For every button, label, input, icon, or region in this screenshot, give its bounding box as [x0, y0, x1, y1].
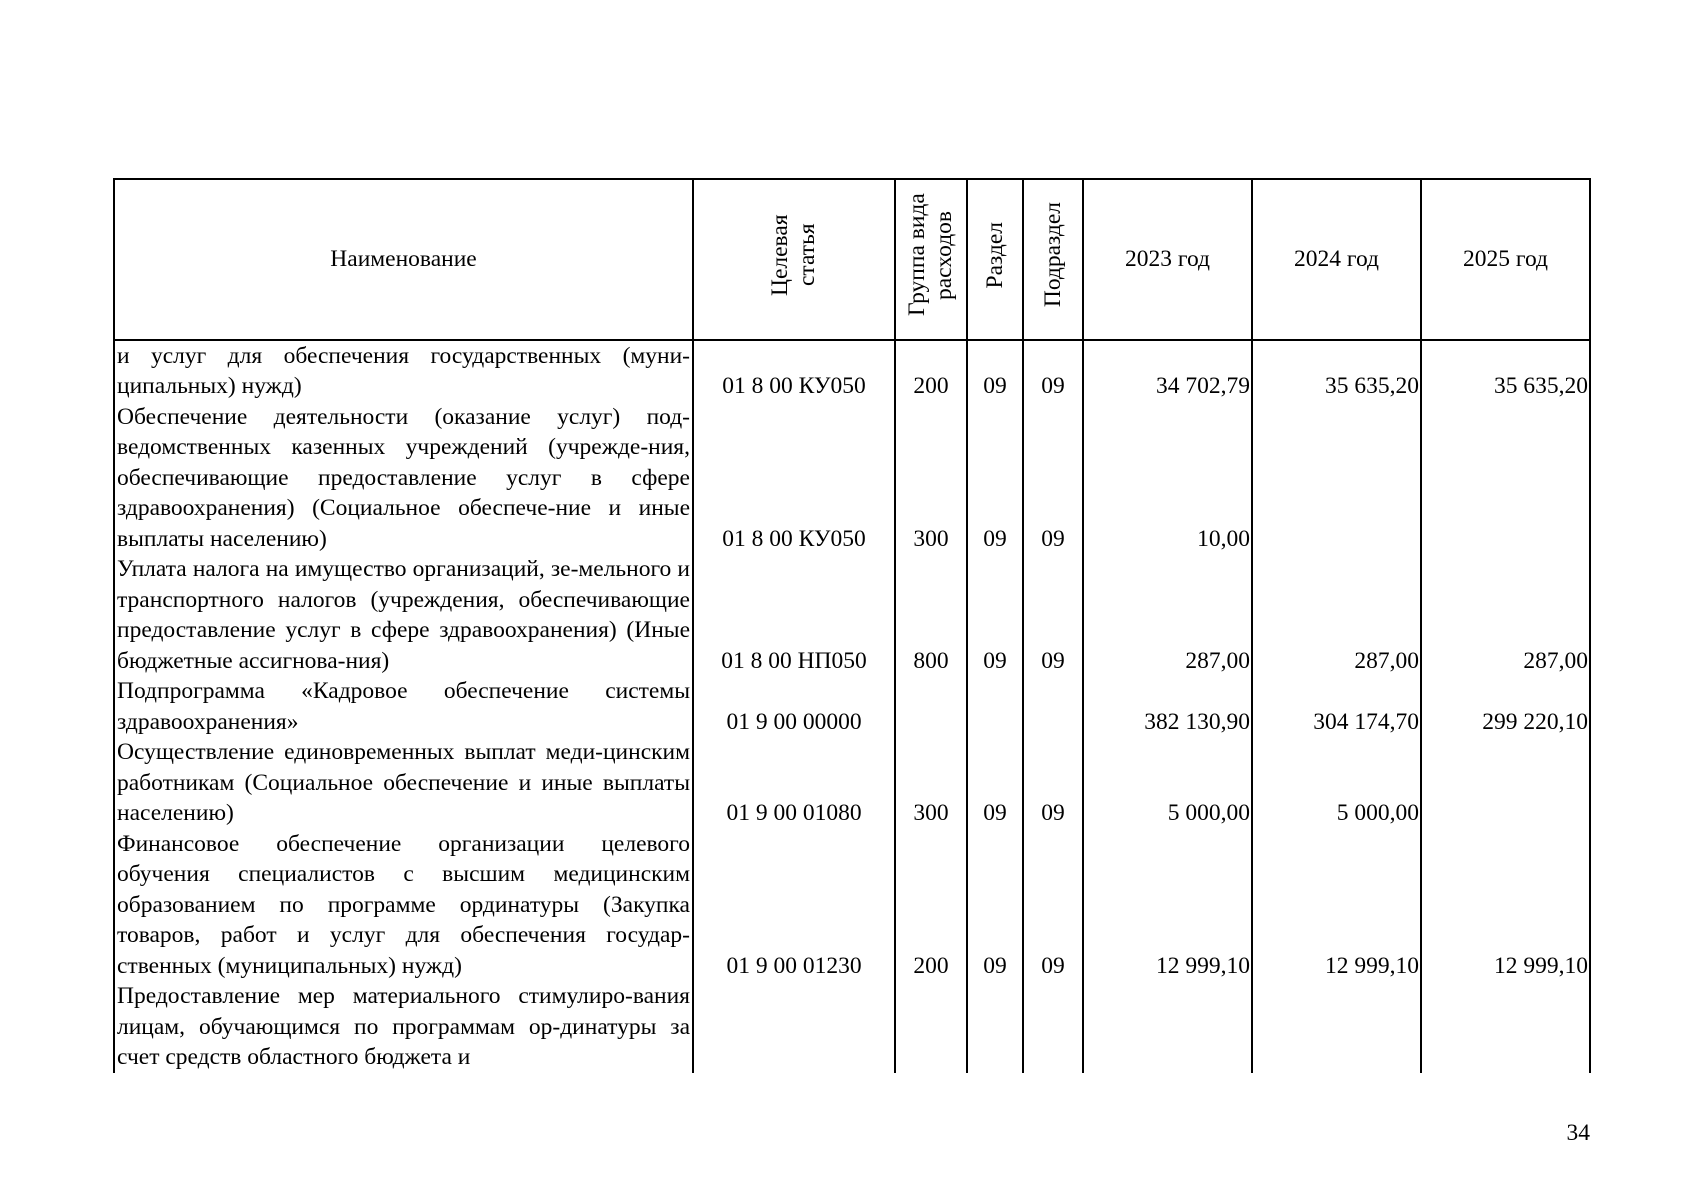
row-section	[967, 676, 1023, 737]
row-amount-2025: 287,00	[1421, 554, 1590, 676]
table-header-row	[114, 179, 1590, 340]
page-number: 34	[1566, 1120, 1590, 1146]
row-expense-group: 200	[895, 340, 967, 402]
table-row	[114, 676, 1590, 737]
row-name: Предоставление мер материального стимулиро-вания лицам, обучающимся по программам ор-динатуры за счет средств областного бюджета и	[114, 981, 693, 1073]
row-expense-group: 300	[895, 402, 967, 555]
header-section: Раздел	[967, 179, 1023, 340]
header-2024: 2024 год	[1252, 179, 1421, 340]
row-expense-group: 300	[895, 737, 967, 829]
header-target-article: Целевая статья	[693, 179, 895, 340]
row-section: 09	[967, 340, 1023, 402]
row-target-article: 01 9 00 01230	[693, 829, 895, 982]
row-name: Подпрограмма «Кадровое обеспечение системы здравоохранения»	[114, 676, 693, 737]
row-name: и услуг для обеспечения государственных (муни-ципальных) нужд)	[114, 340, 693, 402]
row-name: Обеспечение деятельности (оказание услуг) под-ведомственных казенных учреждений (учрежде-ния, обеспечивающие предоставление услуг в сфере здравоохранения) (Социальное обеспече-ние и иные выплаты населению)	[114, 402, 693, 555]
row-expense-group	[895, 981, 967, 1073]
table-row	[114, 829, 1590, 982]
row-amount-2023: 287,00	[1083, 554, 1252, 676]
row-section	[967, 981, 1023, 1073]
row-amount-2025	[1421, 737, 1590, 829]
header-subsection: Подраздел	[1023, 179, 1083, 340]
table-row	[114, 737, 1590, 829]
row-amount-2024: 12 999,10	[1252, 829, 1421, 982]
row-amount-2023: 34 702,79	[1083, 340, 1252, 402]
row-amount-2024: 5 000,00	[1252, 737, 1421, 829]
row-name: Уплата налога на имущество организаций, зе-мельного и транспортного налогов (учреждения, обеспечивающие предоставление услуг в сфере здравоохранения) (Иные бюджетные ассигнова-ния)	[114, 554, 693, 676]
header-2025: 2025 год	[1421, 179, 1590, 340]
row-amount-2023: 12 999,10	[1083, 829, 1252, 982]
row-target-article	[693, 981, 895, 1073]
row-amount-2025: 299 220,10	[1421, 676, 1590, 737]
header-expense-group: Группа вида расходов	[895, 179, 967, 340]
row-expense-group: 800	[895, 554, 967, 676]
table-row	[114, 981, 1590, 1073]
row-name: Финансовое обеспечение организации целевого обучения специалистов с высшим медицинским образованием по программе ординатуры (Закупка товаров, работ и услуг для обеспечения государ-ственных (муниципальных) нужд)	[114, 829, 693, 982]
row-amount-2024: 304 174,70	[1252, 676, 1421, 737]
row-name: Осуществление единовременных выплат меди-цинским работникам (Социальное обеспечение и иные выплаты населению)	[114, 737, 693, 829]
header-name: Наименование	[114, 179, 693, 340]
row-subsection	[1023, 676, 1083, 737]
row-subsection	[1023, 981, 1083, 1073]
row-subsection: 09	[1023, 737, 1083, 829]
row-target-article: 01 8 00 НП050	[693, 554, 895, 676]
row-amount-2024	[1252, 981, 1421, 1073]
row-amount-2025	[1421, 981, 1590, 1073]
row-target-article: 01 8 00 КУ050	[693, 402, 895, 555]
row-section: 09	[967, 737, 1023, 829]
table-row	[114, 554, 1590, 676]
row-expense-group	[895, 676, 967, 737]
row-amount-2024: 287,00	[1252, 554, 1421, 676]
row-subsection: 09	[1023, 402, 1083, 555]
row-subsection: 09	[1023, 554, 1083, 676]
row-amount-2025: 12 999,10	[1421, 829, 1590, 982]
row-amount-2023	[1083, 981, 1252, 1073]
row-subsection: 09	[1023, 829, 1083, 982]
row-amount-2025: 35 635,20	[1421, 340, 1590, 402]
table-row	[114, 340, 1590, 402]
row-amount-2025	[1421, 402, 1590, 555]
row-amount-2023: 5 000,00	[1083, 737, 1252, 829]
row-target-article: 01 9 00 00000	[693, 676, 895, 737]
budget-table	[113, 178, 1591, 1073]
row-amount-2023: 382 130,90	[1083, 676, 1252, 737]
row-section: 09	[967, 829, 1023, 982]
row-expense-group: 200	[895, 829, 967, 982]
row-amount-2024: 35 635,20	[1252, 340, 1421, 402]
row-target-article: 01 9 00 01080	[693, 737, 895, 829]
row-target-article: 01 8 00 КУ050	[693, 340, 895, 402]
row-amount-2024	[1252, 402, 1421, 555]
header-2023: 2023 год	[1083, 179, 1252, 340]
row-section: 09	[967, 402, 1023, 555]
row-section: 09	[967, 554, 1023, 676]
table-row	[114, 402, 1590, 555]
row-amount-2023: 10,00	[1083, 402, 1252, 555]
row-subsection: 09	[1023, 340, 1083, 402]
